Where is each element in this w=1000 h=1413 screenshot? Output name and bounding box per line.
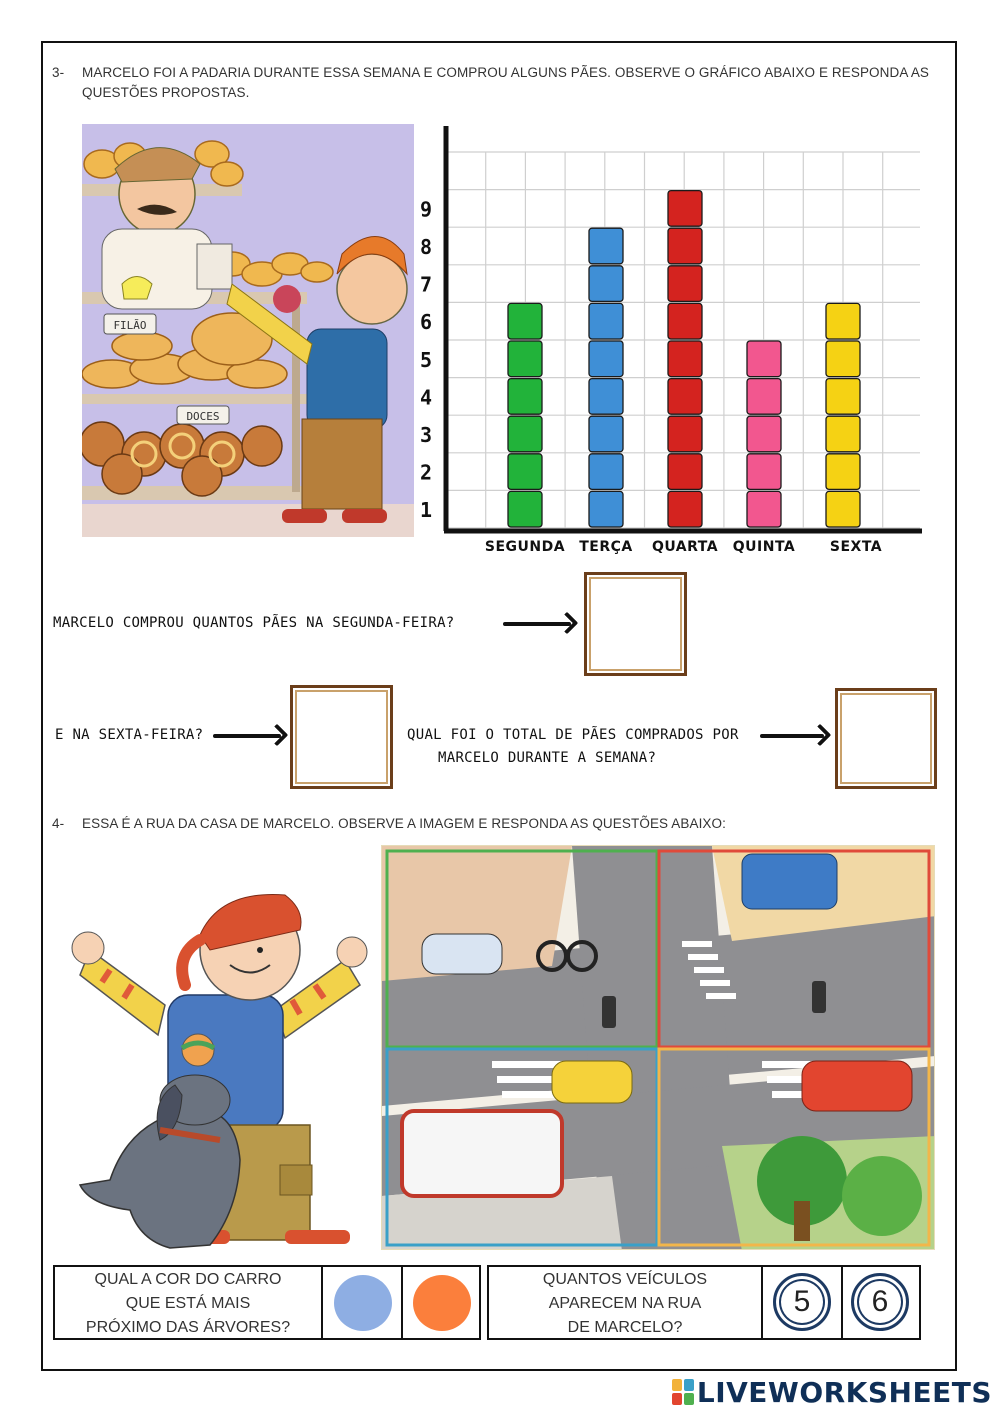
bar-segment-quarta	[668, 303, 702, 339]
question-monday: MARCELO COMPROU QUANTOS PÃES NA SEGUNDA-FEIRA?	[53, 615, 455, 631]
bar-segment-segunda	[508, 454, 542, 490]
vehicle-count-question-line: APARECEM NA RUA	[548, 1295, 702, 1312]
bar-segment-terça	[589, 454, 623, 490]
bar-segment-sexta	[826, 303, 860, 339]
boy-dog-illustration	[70, 870, 380, 1260]
bar-segment-terça	[589, 379, 623, 415]
orange-color-option[interactable]	[413, 1275, 471, 1331]
liveworksheets-brand-text: LIVEWORKSHEETS	[696, 1376, 992, 1409]
x-category-label: TERÇA	[579, 539, 633, 555]
car-color-question-line: QUE ESTÁ MAIS	[125, 1295, 251, 1312]
color-option-blue-cell[interactable]	[321, 1267, 403, 1338]
y-tick-label: 5	[419, 347, 433, 372]
arrow-icon	[503, 622, 571, 626]
bar-segment-terça	[589, 303, 623, 339]
y-tick-label: 6	[419, 310, 433, 335]
question-total-line2: MARCELO DURANTE A SEMANA?	[438, 750, 657, 766]
question-4-header	[52, 814, 952, 836]
bar-segment-quarta	[668, 228, 702, 264]
bar-segment-quinta	[747, 454, 781, 490]
car-color-question-table	[53, 1265, 481, 1340]
question-4-number: 4-	[52, 816, 65, 831]
car-color-question-line: PRÓXIMO DAS ÁRVORES?	[85, 1319, 291, 1336]
bar-segment-quarta	[668, 416, 702, 452]
question-3-header	[52, 63, 952, 105]
car-color-question-line: QUAL A COR DO CARRO	[94, 1271, 282, 1288]
question-friday: E NA SEXTA-FEIRA?	[55, 727, 204, 743]
number-option-6-cell[interactable]	[841, 1267, 923, 1338]
y-tick-label: 4	[419, 385, 433, 410]
bar-segment-quarta	[668, 379, 702, 415]
liveworksheets-logo-icon	[672, 1379, 694, 1405]
bar-segment-terça	[589, 228, 623, 264]
y-tick-label: 3	[419, 423, 433, 447]
x-category-label: SEGUNDA	[484, 539, 566, 555]
bar-segment-terça	[589, 266, 623, 302]
vehicle-count-question-line: QUANTOS VEÍCULOS	[542, 1271, 708, 1288]
question-3-number: 3-	[52, 65, 65, 80]
bar-chart-svg	[414, 124, 922, 538]
bar-segment-segunda	[508, 341, 542, 377]
number-option-6[interactable]: 6	[851, 1273, 909, 1331]
bar-segment-quarta	[668, 191, 702, 227]
liveworksheets-logo	[672, 1376, 992, 1409]
bar-segment-sexta	[826, 341, 860, 377]
vehicle-count-question-line: DE MARCELO?	[567, 1319, 683, 1336]
sign-filao: FILÃO	[113, 319, 147, 332]
arrow-icon	[213, 734, 281, 738]
bar-segment-quinta	[747, 379, 781, 415]
y-tick-label: 2	[419, 460, 433, 485]
bar-segment-quinta	[747, 341, 781, 377]
sign-doces: DOCES	[186, 410, 220, 423]
bar-segment-terça	[589, 416, 623, 452]
bar-segment-segunda	[508, 303, 542, 339]
bar-segment-segunda	[508, 379, 542, 415]
bar-segment-sexta	[826, 454, 860, 490]
x-category-label: QUINTA	[732, 539, 796, 555]
bar-segment-quarta	[668, 266, 702, 302]
number-option-5-cell[interactable]	[761, 1267, 843, 1338]
bar-segment-quinta	[747, 491, 781, 527]
color-option-orange-cell[interactable]	[401, 1267, 483, 1338]
bar-segment-sexta	[826, 416, 860, 452]
arrow-icon	[760, 734, 824, 738]
bar-segment-quinta	[747, 416, 781, 452]
question-total-line1: QUAL FOI O TOTAL DE PÃES COMPRADOS POR	[407, 727, 739, 743]
x-category-label: QUARTA	[651, 539, 719, 555]
y-tick-label: 7	[419, 272, 433, 297]
x-category-label: SEXTA	[829, 539, 883, 555]
number-option-5[interactable]: 5	[773, 1273, 831, 1331]
bar-segment-segunda	[508, 491, 542, 527]
y-tick-label: 1	[419, 498, 433, 523]
bar-segment-terça	[589, 491, 623, 527]
vehicle-count-question-table	[487, 1265, 921, 1340]
bar-segment-quarta	[668, 341, 702, 377]
car-color-question	[55, 1268, 321, 1340]
bar-segment-quarta	[668, 491, 702, 527]
bar-segment-sexta	[826, 491, 860, 527]
bakery-illustration	[82, 124, 414, 537]
street-illustration	[381, 845, 935, 1250]
answer-box-friday[interactable]	[290, 685, 393, 789]
y-tick-label: 9	[419, 197, 433, 222]
question-4-text: ESSA É A RUA DA CASA DE MARCELO. OBSERVE A IMAGEM E RESPONDA AS QUESTÕES ABAIXO:	[82, 816, 726, 831]
vehicle-count-question	[489, 1268, 761, 1340]
bread-chart	[414, 124, 922, 538]
bar-segment-segunda	[508, 416, 542, 452]
bar-segment-quarta	[668, 454, 702, 490]
bar-segment-sexta	[826, 379, 860, 415]
answer-box-monday[interactable]	[584, 572, 687, 676]
bar-segment-terça	[589, 341, 623, 377]
answer-box-total[interactable]	[835, 688, 937, 789]
question-3-text: MARCELO FOI A PADARIA DURANTE ESSA SEMANA E COMPROU ALGUNS PÃES. OBSERVE O GRÁFICO ABAIXO E RESPONDA AS QUESTÕES PROPOSTAS.	[82, 65, 930, 100]
blue-color-option[interactable]	[334, 1275, 392, 1331]
y-tick-label: 8	[419, 235, 433, 259]
